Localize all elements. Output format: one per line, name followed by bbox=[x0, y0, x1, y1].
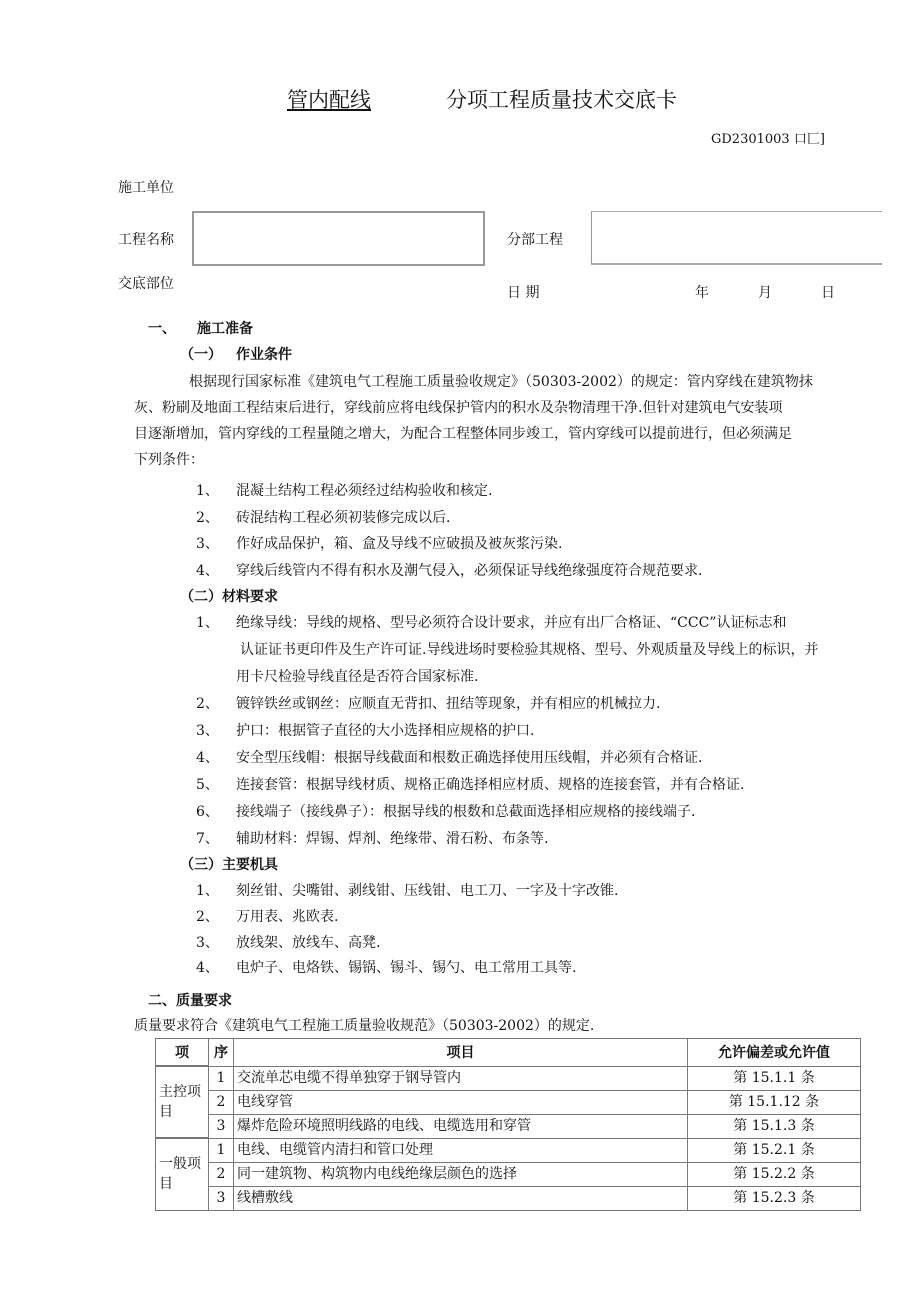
date-label: 日 期 bbox=[507, 285, 540, 301]
list-item-text: 认证证书更印件及生产许可证.导线进场时要检验其规格、型号、外观质量及导线上的标识，并 bbox=[240, 642, 819, 658]
value-cell: 第 15.2.3 条 bbox=[688, 1186, 861, 1210]
seq-cell: 1 bbox=[209, 1066, 234, 1090]
title-subject: 管内配线 bbox=[287, 88, 371, 112]
list-item-text: 连接套管：根据导线材质、规格正确选择相应材质、规格的连接套管，并有合格证. bbox=[236, 777, 745, 793]
sub-1-num: （一） bbox=[180, 347, 222, 363]
item-cell: 同一建筑物、构筑物内电线绝缘层颜色的选择 bbox=[234, 1162, 688, 1186]
list-item-text: 电炉子、电烙铁、锡锅、锡斗、锡勺、电工常用工具等. bbox=[236, 960, 577, 976]
value-cell: 第 15.1.12 条 bbox=[688, 1090, 861, 1114]
list-item-text: 放线架、放线车、高凳. bbox=[236, 935, 381, 951]
doc-code: GD2301003 口匚] bbox=[711, 132, 825, 147]
item-cell: 线槽敷线 bbox=[234, 1186, 688, 1210]
paragraph-line: 目逐渐增加，管内穿线的工程量随之增大，为配合工程整体同步竣工，管内穿线可以提前进行，但必须满足 bbox=[134, 426, 792, 442]
paragraph-line: 根据现行国家标准《建筑电气工程施工质量验收规定》（50303-2002）的规定：管内穿线在建筑物抹 bbox=[189, 374, 813, 390]
quality-table bbox=[155, 1038, 861, 1211]
header-cell: 项 bbox=[156, 1039, 209, 1067]
item-cell: 爆炸危险环境照明线路的电线、电缆选用和穿管 bbox=[234, 1114, 688, 1138]
item-number: 4、 bbox=[196, 960, 219, 976]
item-number: 3、 bbox=[196, 935, 219, 951]
section-2-title: 二、质量要求 bbox=[148, 993, 232, 1009]
item-number: 4、 bbox=[196, 563, 219, 579]
item-number: 4、 bbox=[196, 750, 219, 766]
item-number: 1、 bbox=[196, 615, 219, 631]
project-label: 工程名称 bbox=[118, 232, 174, 248]
item-number: 1、 bbox=[196, 483, 219, 499]
group-cell: 一般项目 bbox=[156, 1138, 209, 1210]
table-row bbox=[156, 1114, 861, 1138]
section-1-title: 施工准备 bbox=[197, 321, 253, 337]
project-field[interactable] bbox=[192, 211, 485, 266]
item-cell: 电线、电缆管内清扫和管口处理 bbox=[234, 1138, 688, 1162]
list-item-text: 万用表、兆欧表. bbox=[236, 909, 339, 925]
sub-2-title: （二）材料要求 bbox=[180, 589, 278, 605]
seq-cell: 3 bbox=[209, 1186, 234, 1210]
list-item-text: 混凝土结构工程必须经过结构验收和核定. bbox=[236, 483, 493, 499]
list-item-text: 穿线后线管内不得有积水及潮气侵入，必须保证导线绝缘强度符合规范要求. bbox=[236, 563, 703, 579]
division-field[interactable] bbox=[591, 211, 882, 265]
item-number: 3、 bbox=[196, 723, 219, 739]
paragraph-line: 下列条件： bbox=[134, 452, 204, 468]
item-number: 2、 bbox=[196, 510, 219, 526]
seq-cell: 2 bbox=[209, 1162, 234, 1186]
list-item-text: 护口：根据管子直径的大小选择相应规格的护口. bbox=[236, 723, 535, 739]
value-cell: 第 15.1.3 条 bbox=[688, 1114, 861, 1138]
section-2-text: 质量要求符合《建筑电气工程施工质量验收规范》（50303-2002）的规定. bbox=[134, 1018, 595, 1034]
list-item-text: 绝缘导线：导线的规格、型号必须符合设计要求，并应有出厂合格证、“CCC”认证标志和 bbox=[236, 615, 787, 631]
value-cell: 第 15.2.2 条 bbox=[688, 1162, 861, 1186]
title: 分项工程质量技术交底卡 bbox=[446, 88, 677, 112]
group-cell: 主控项目 bbox=[156, 1066, 209, 1138]
item-number: 6、 bbox=[196, 804, 219, 820]
header-cell: 允许偏差或允许值 bbox=[688, 1039, 861, 1067]
list-item-text: 安全型压线帽：根据导线截面和根数正确选择使用压线帽，并必须有合格证. bbox=[236, 750, 703, 766]
sub-3-title: （三）主要机具 bbox=[180, 857, 278, 873]
part-label: 交底部位 bbox=[118, 276, 174, 292]
table-row bbox=[156, 1090, 861, 1114]
list-item-text: 作好成品保护，箱、盒及导线不应破损及被灰浆污染. bbox=[236, 536, 563, 552]
item-number: 5、 bbox=[196, 777, 219, 793]
header-cell: 项目 bbox=[234, 1039, 688, 1067]
table-row bbox=[156, 1186, 861, 1210]
list-item-text: 砖混结构工程必须初装修完成以后. bbox=[236, 510, 451, 526]
item-number: 2、 bbox=[196, 909, 219, 925]
item-number: 2、 bbox=[196, 696, 219, 712]
date-day: 日 bbox=[821, 285, 835, 301]
paragraph-line: 灰、粉刷及地面工程结束后进行，穿线前应将电线保护管内的积水及杂物清理干净.但针对建筑电气安装项 bbox=[134, 400, 783, 416]
table-row bbox=[156, 1162, 861, 1186]
seq-cell: 1 bbox=[209, 1138, 234, 1162]
table-header bbox=[156, 1039, 861, 1067]
item-cell: 交流单芯电缆不得单独穿于钢导管内 bbox=[234, 1066, 688, 1090]
item-number: 3、 bbox=[196, 536, 219, 552]
table-row bbox=[156, 1066, 861, 1090]
date-month: 月 bbox=[758, 285, 772, 301]
item-number: 1、 bbox=[196, 883, 219, 899]
list-item-text: 刻丝钳、尖嘴钳、剥线钳、压线钳、电工刀、一字及十字改锥. bbox=[236, 883, 619, 899]
header-cell: 序 bbox=[209, 1039, 234, 1067]
seq-cell: 2 bbox=[209, 1090, 234, 1114]
date-year: 年 bbox=[695, 285, 709, 301]
table-row bbox=[156, 1138, 861, 1162]
value-cell: 第 15.2.1 条 bbox=[688, 1138, 861, 1162]
seq-cell: 3 bbox=[209, 1114, 234, 1138]
item-number: 7、 bbox=[196, 831, 219, 847]
list-item-text: 用卡尺检验导线直径是否符合国家标准. bbox=[236, 669, 479, 685]
list-item-text: 辅助材料：焊锡、焊剂、绝缘带、滑石粉、布条等. bbox=[236, 831, 549, 847]
value-cell: 第 15.1.1 条 bbox=[688, 1066, 861, 1090]
unit-label: 施工单位 bbox=[118, 180, 174, 196]
list-item-text: 接线端子（接线鼻子）：根据导线的根数和总截面选择相应规格的接线端子. bbox=[236, 804, 696, 820]
section-1-num: 一、 bbox=[148, 321, 176, 337]
division-label: 分部工程 bbox=[507, 232, 563, 248]
sub-1-title: 作业条件 bbox=[236, 347, 292, 363]
item-cell: 电线穿管 bbox=[234, 1090, 688, 1114]
list-item-text: 镀锌铁丝或钢丝：应顺直无背扣、扭结等现象，并有相应的机械拉力. bbox=[236, 696, 661, 712]
